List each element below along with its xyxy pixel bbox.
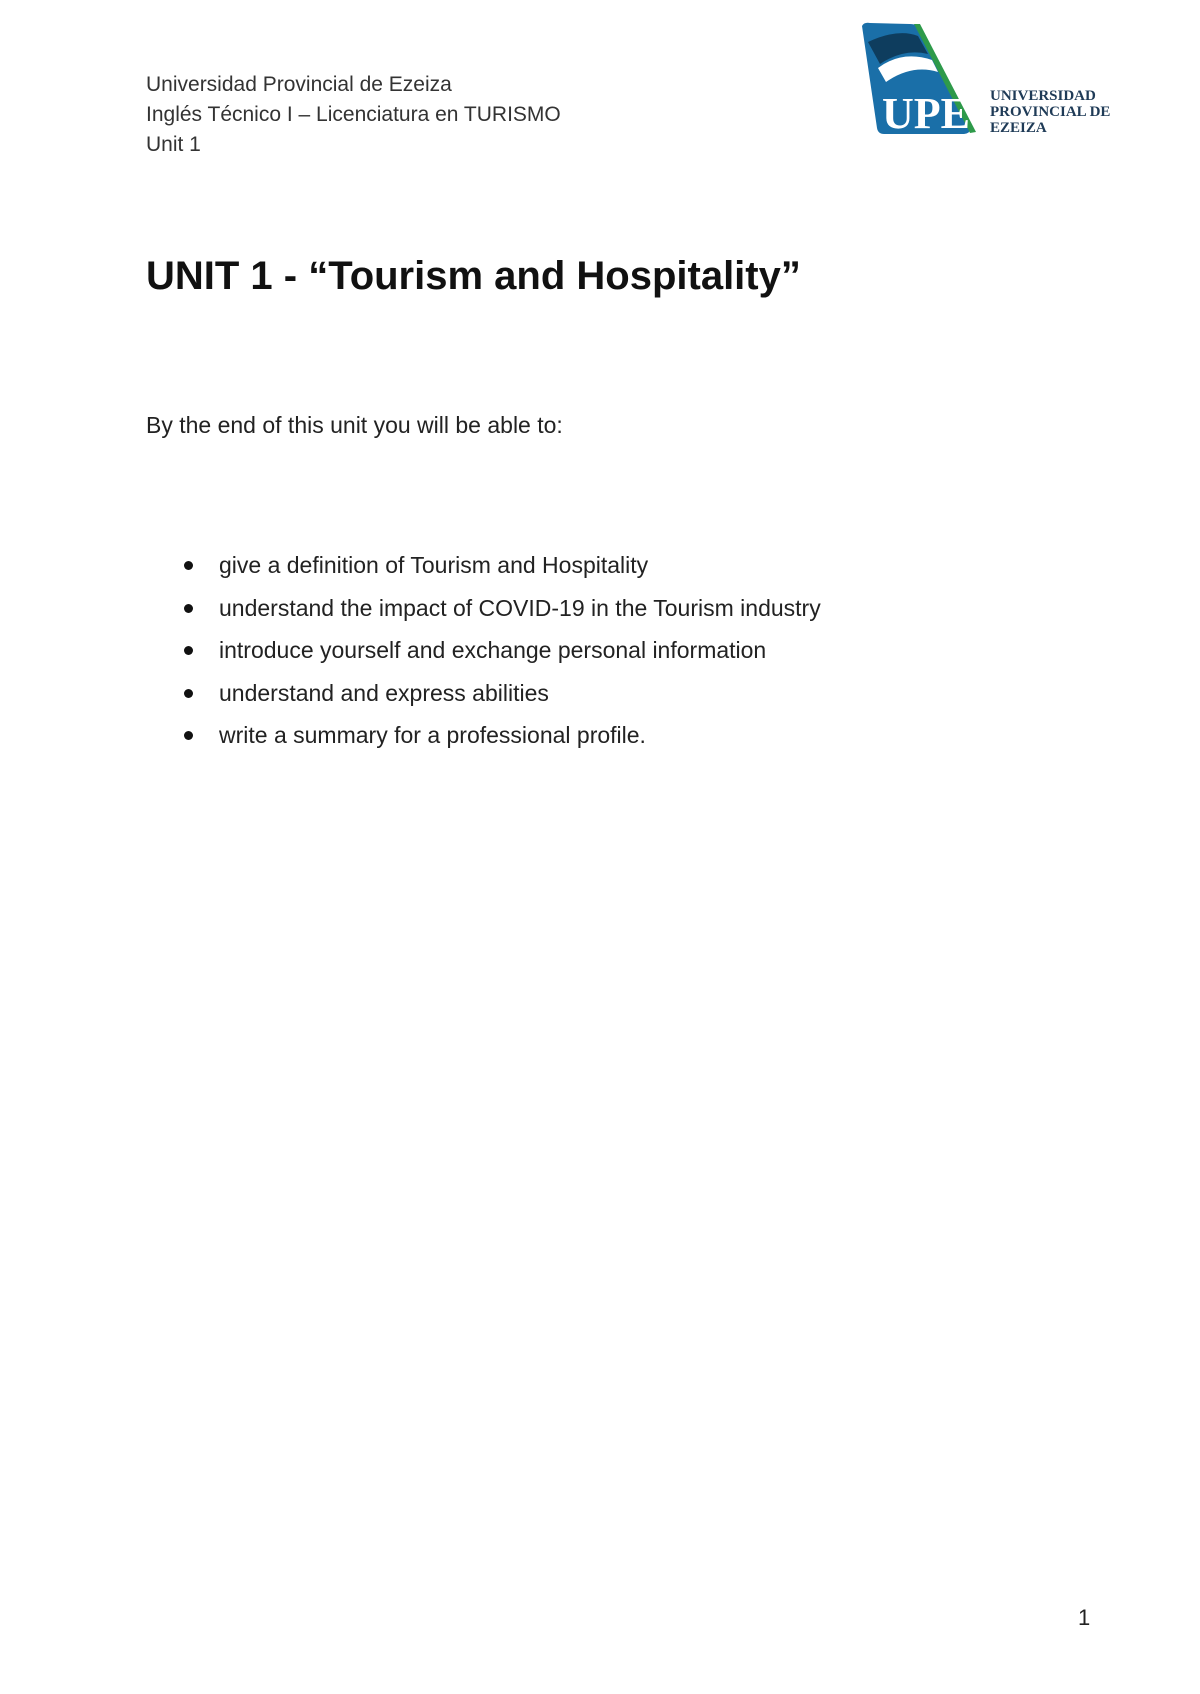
objective-text: understand the impact of COVID-19 in the Tourism industry (219, 594, 821, 621)
objective-item (146, 714, 821, 757)
logo-name-line3: EZEIZA (990, 120, 1047, 136)
bullet-icon (184, 731, 193, 740)
logo-wordmark: UPE (882, 89, 970, 138)
document-header (146, 70, 561, 160)
upe-logo (858, 20, 1118, 150)
objective-item (146, 587, 821, 630)
objective-item (146, 544, 821, 587)
objective-item (146, 629, 821, 672)
objective-text: give a definition of Tourism and Hospitality (219, 552, 649, 578)
bullet-icon (184, 689, 193, 698)
bullet-icon (184, 646, 193, 655)
bullet-icon (184, 604, 193, 613)
logo-name-line1: UNIVERSIDAD (990, 88, 1096, 104)
bullet-icon (184, 561, 193, 570)
header-unit: Unit 1 (146, 133, 201, 156)
header-course: Inglés Técnico I – Licenciatura en TURISMO (146, 103, 561, 126)
objective-text: understand and express abilities (219, 679, 549, 706)
objective-item (146, 672, 821, 715)
logo-name-line2: PROVINCIAL DE (990, 104, 1111, 120)
page-number: 1 (1078, 1605, 1091, 1630)
objectives-intro: By the end of this unit you will be able to: (146, 412, 563, 438)
header-university: Universidad Provincial de Ezeiza (146, 73, 452, 96)
objective-text: write a summary for a professional profile. (219, 722, 646, 748)
objective-text: introduce yourself and exchange personal information (219, 637, 767, 663)
unit-title: UNIT 1 - “Tourism and Hospitality” (146, 254, 801, 298)
objectives-list (146, 544, 821, 757)
